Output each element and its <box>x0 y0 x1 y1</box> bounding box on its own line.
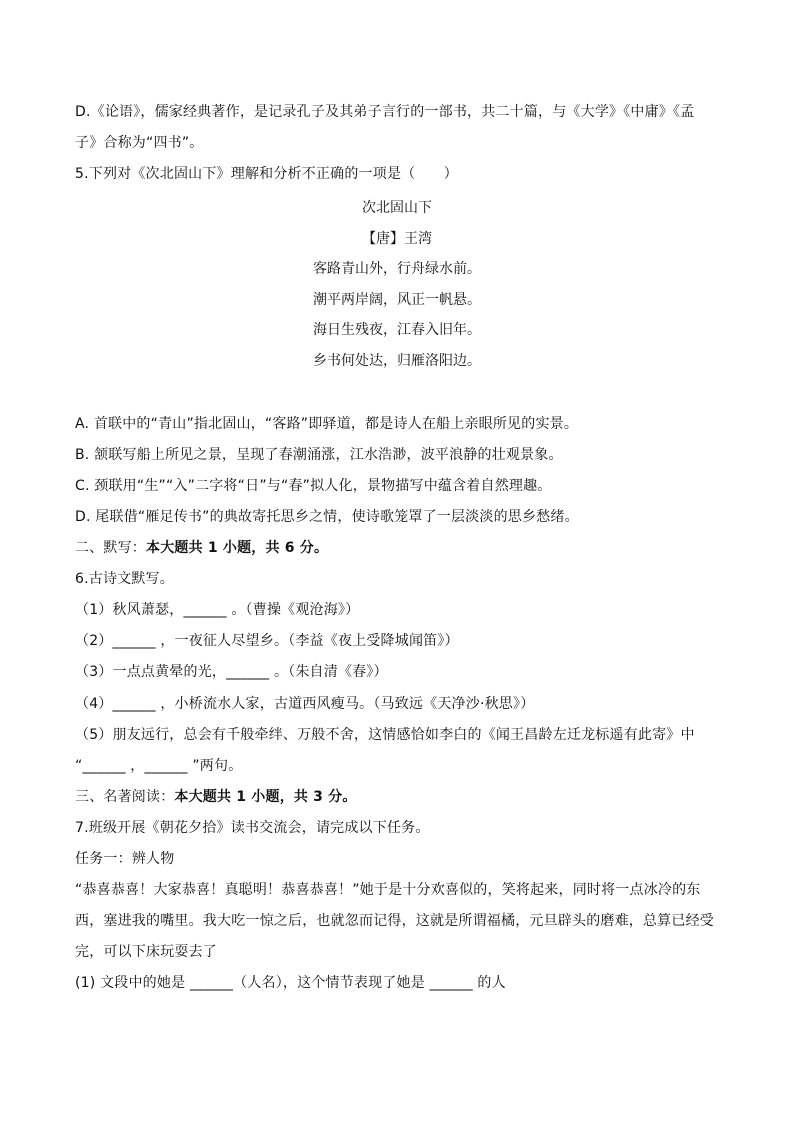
poem-title: 次北固山下 <box>362 200 432 216</box>
q7-passage-line: 完，可以下床玩耍去了 <box>75 944 217 960</box>
q6-item: （1）秋风萧瑟，______ 。（曹操《观沧海》） <box>75 602 360 618</box>
q6-item: （4）______ ，小桥流水人家，古道西风瘦马。（马致远《天净沙·秋思》） <box>75 696 535 712</box>
q4-option-d-line2: 子》合称为“四书”。 <box>75 135 204 151</box>
poem-line: 潮平两岸阔，风正一帆悬。 <box>313 292 481 308</box>
q5-option-c: C. 颈联用“生”“入”二字将“日”与“春”拟人化，景物描写中蕴含着自然理趣。 <box>75 478 552 494</box>
poem-line: 乡书何处达，归雁洛阳边。 <box>313 353 481 369</box>
section-heading-info: 本大题共 1 小题，共 6 分。 <box>146 540 329 556</box>
q6-item: “______ ，______ ”两句。 <box>75 758 243 774</box>
q4-option-d-line1: D.《论语》，儒家经典著作，是记录孔子及其弟子言行的一部书，共二十篇，与《大学》《中庸》《孟 <box>75 104 695 120</box>
section-heading-label: 三、名著阅读： <box>75 789 175 805</box>
q5-option-d: D. 尾联借“雁足传书”的典故寄托思乡之情，使诗歌笼罩了一层淡淡的思乡愁绪。 <box>75 509 579 525</box>
q5-stem: 5.下列对《次北固山下》理解和分析不正确的一项是（ ） <box>75 166 458 182</box>
q5-option-a: A. 首联中的“青山”指北固山，“客路”即驿道，都是诗人在船上亲眼所见的实景。 <box>75 416 579 432</box>
q7-passage-line: “恭喜恭喜！大家恭喜！真聪明！恭喜恭喜！”她于是十分欢喜似的，笑将起来，同时将一点冰冷的东 <box>75 882 701 898</box>
q7-subquestion: (1) 文段中的她是 ______（人名），这个情节表现了她是 ______ 的人 <box>75 975 506 991</box>
section-heading <box>75 787 357 807</box>
q6-stem: 6.古诗文默写。 <box>75 571 174 587</box>
q7-stem: 7.班级开展《朝花夕拾》读书交流会，请完成以下任务。 <box>75 820 430 836</box>
poem-line: 客路青山外，行舟绿水前。 <box>313 261 481 277</box>
q7-passage-line: 西，塞进我的嘴里。我大吃一惊之后，也就忽而记得，这就是所谓福橘，元旦辟头的磨难，总算已经受 <box>75 913 714 929</box>
poem-author: 【唐】王湾 <box>362 231 432 247</box>
section-heading-info: 本大题共 1 小题，共 3 分。 <box>174 789 357 805</box>
section-heading-label: 二、默写： <box>75 540 146 556</box>
section-heading <box>75 538 328 558</box>
q6-item: （5）朋友远行，总会有千般牵绊、万般不舍，这情感恰如李白的《闻王昌龄左迁龙标遥有此寄》中 <box>75 727 695 743</box>
q6-item: （2）______ ，一夜征人尽望乡。（李益《夜上受降城闻笛》） <box>75 633 459 649</box>
q5-option-b: B. 颔联写船上所见之景，呈现了春潮涌涨，江水浩渺，波平浪静的壮观景象。 <box>75 447 563 463</box>
poem-line: 海日生残夜，江春入旧年。 <box>313 322 481 338</box>
q6-item: （3）一点点黄晕的光，______ 。（朱自清《春》） <box>75 664 388 680</box>
q7-task: 任务一：辨人物 <box>75 851 175 867</box>
